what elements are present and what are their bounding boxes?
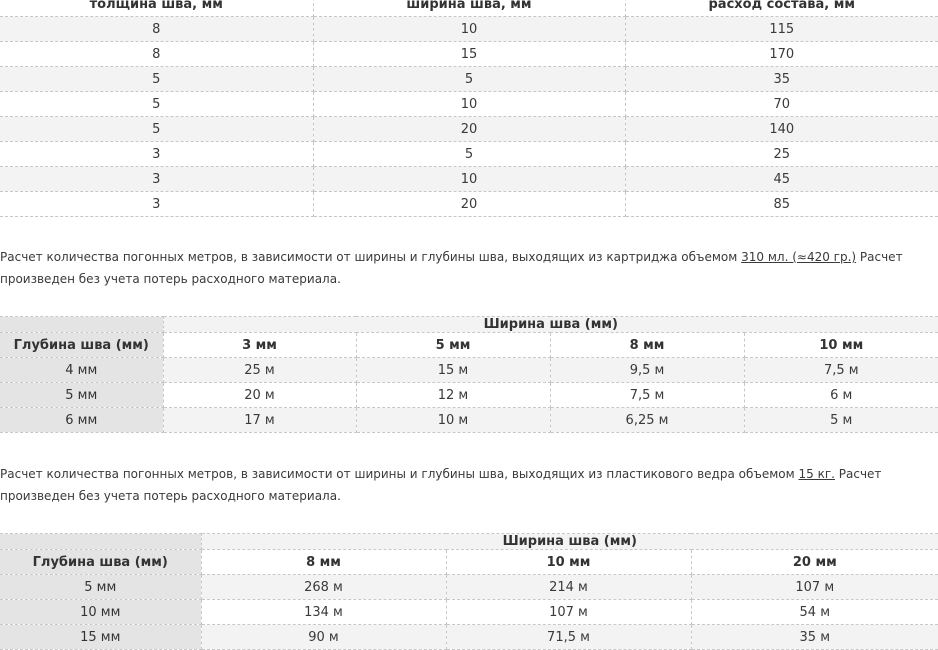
- table-cell: 8: [0, 42, 313, 67]
- table-cell: 5: [313, 67, 625, 92]
- cartridge-length-table: [0, 316, 938, 433]
- table-cell: 15: [313, 42, 625, 67]
- table-cell: 115: [625, 17, 938, 42]
- table-row: [0, 383, 938, 408]
- table-cell: 71,5 м: [446, 625, 691, 650]
- table-cell: 12 м: [356, 383, 550, 408]
- table-row: [0, 167, 938, 192]
- column-header: ширина шва, мм: [313, 0, 625, 17]
- table-header-row: [0, 550, 938, 575]
- table-cell: 25 м: [163, 358, 356, 383]
- table-cell: 134 м: [201, 600, 446, 625]
- table-cell: 17 м: [163, 408, 356, 433]
- table-cell: 25: [625, 142, 938, 167]
- table-cell: 5: [0, 92, 313, 117]
- table-cell: 214 м: [446, 575, 691, 600]
- cartridge-volume-link[interactable]: 310 мл. (≈420 гр.): [741, 250, 857, 264]
- bucket-description: [0, 463, 930, 507]
- table-cell: 170: [625, 42, 938, 67]
- table-cell: 7,5 м: [744, 358, 938, 383]
- table-cell: 5: [0, 67, 313, 92]
- column-header: 8 мм: [550, 333, 744, 358]
- consumption-table: [0, 0, 938, 217]
- width-group-header: Ширина шва (мм): [163, 317, 938, 333]
- table-cell: 10 м: [356, 408, 550, 433]
- column-header: 8 мм: [201, 550, 446, 575]
- paragraph-text: Расчет произведен без учета потерь расходного материала.: [0, 250, 903, 286]
- column-header: 20 мм: [691, 550, 938, 575]
- table-cell: 20: [313, 192, 625, 217]
- bucket-weight-link[interactable]: 15 кг.: [798, 467, 835, 481]
- table-cell: 35 м: [691, 625, 938, 650]
- depth-header: Глубина шва (мм): [0, 333, 163, 358]
- table-cell: 35: [625, 67, 938, 92]
- paragraph-text: Расчет произведен без учета потерь расходного материала.: [0, 467, 882, 503]
- table-row: [0, 408, 938, 433]
- table-cell: 54 м: [691, 600, 938, 625]
- row-label: 6 мм: [0, 408, 163, 433]
- corner-cell: [0, 534, 201, 550]
- table-cell: 45: [625, 167, 938, 192]
- table-cell: 3: [0, 167, 313, 192]
- table-row: [0, 92, 938, 117]
- table-header-row: [0, 317, 938, 333]
- paragraph-text: Расчет количества погонных метров, в зависимости от ширины и глубины шва, выходящих из пластикового ведра объемом: [0, 467, 799, 481]
- column-header: 5 мм: [356, 333, 550, 358]
- table-cell: 10: [313, 92, 625, 117]
- table-row: [0, 142, 938, 167]
- table-cell: 20 м: [163, 383, 356, 408]
- table-cell: 107 м: [446, 600, 691, 625]
- table-row: [0, 117, 938, 142]
- column-header: 10 мм: [744, 333, 938, 358]
- table-cell: 90 м: [201, 625, 446, 650]
- depth-header: Глубина шва (мм): [0, 550, 201, 575]
- paragraph-text: Расчет количества погонных метров, в зависимости от ширины и глубины шва, выходящих из картриджа объемом: [0, 250, 742, 264]
- table-cell: 268 м: [201, 575, 446, 600]
- table-row: [0, 358, 938, 383]
- table-row: [0, 192, 938, 217]
- table-cell: 107 м: [691, 575, 938, 600]
- table-cell: 85: [625, 192, 938, 217]
- table-row: [0, 42, 938, 67]
- table-cell: 10: [313, 167, 625, 192]
- column-header: 10 мм: [446, 550, 691, 575]
- table-cell: 70: [625, 92, 938, 117]
- table-cell: 3: [0, 142, 313, 167]
- table-cell: 10: [313, 17, 625, 42]
- row-label: 15 мм: [0, 625, 201, 650]
- table-cell: 5 м: [744, 408, 938, 433]
- table-header-row: [0, 0, 938, 17]
- table-cell: 6 м: [744, 383, 938, 408]
- cartridge-description: [0, 246, 930, 290]
- table-cell: 15 м: [356, 358, 550, 383]
- row-label: 5 мм: [0, 575, 201, 600]
- table-cell: 6,25 м: [550, 408, 744, 433]
- table-cell: 20: [313, 117, 625, 142]
- table-header-row: [0, 534, 938, 550]
- table-cell: 8: [0, 17, 313, 42]
- table-row: [0, 17, 938, 42]
- corner-cell: [0, 317, 163, 333]
- table-cell: 7,5 м: [550, 383, 744, 408]
- bucket-length-table: [0, 533, 938, 650]
- table-cell: 5: [0, 117, 313, 142]
- table-cell: 9,5 м: [550, 358, 744, 383]
- table-row: [0, 625, 938, 650]
- column-header: толщина шва, мм: [0, 0, 313, 17]
- column-header: 3 мм: [163, 333, 356, 358]
- column-header: расход состава, мм: [625, 0, 938, 17]
- width-group-header: Ширина шва (мм): [201, 534, 938, 550]
- row-label: 4 мм: [0, 358, 163, 383]
- table-cell: 5: [313, 142, 625, 167]
- row-label: 5 мм: [0, 383, 163, 408]
- table-header-row: [0, 333, 938, 358]
- table-row: [0, 575, 938, 600]
- row-label: 10 мм: [0, 600, 201, 625]
- table-cell: 3: [0, 192, 313, 217]
- table-row: [0, 600, 938, 625]
- table-row: [0, 67, 938, 92]
- table-cell: 140: [625, 117, 938, 142]
